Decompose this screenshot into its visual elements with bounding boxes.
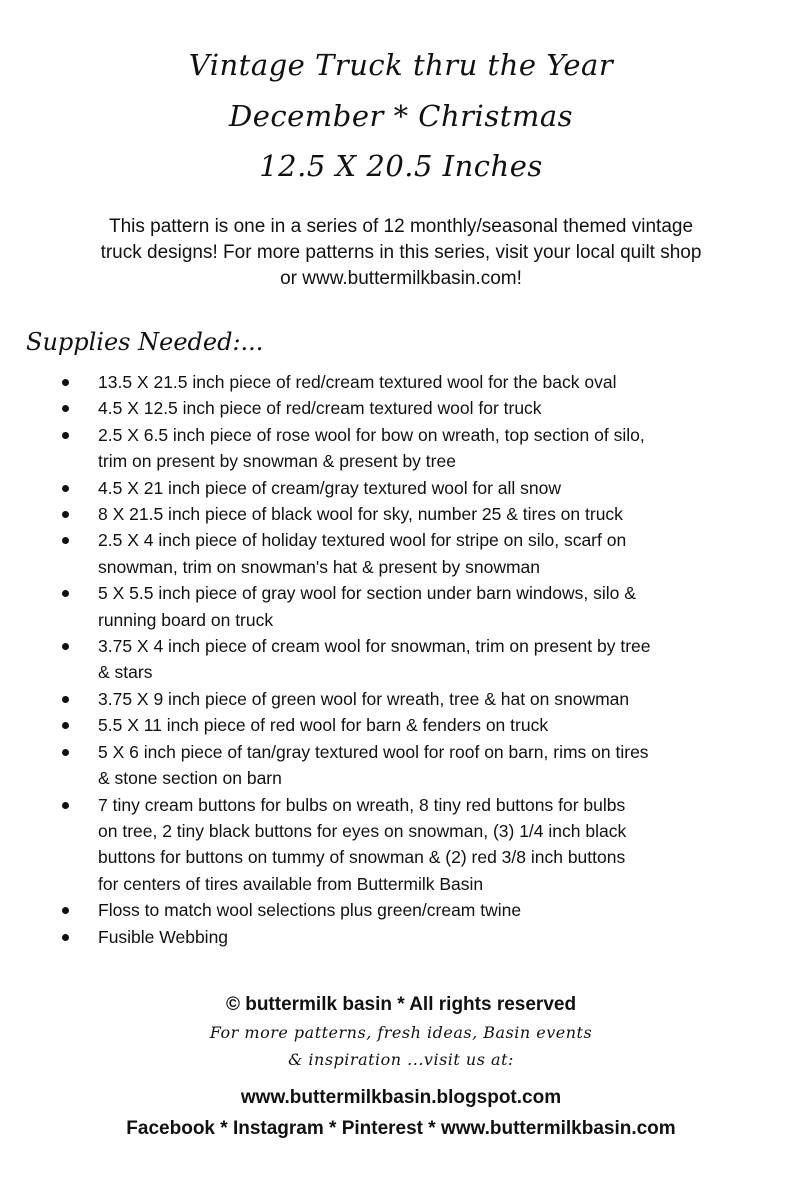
social-links: Facebook * Instagram * Pinterest * www.buttermilkbasin.com	[126, 1118, 676, 1139]
bullet-icon	[62, 485, 69, 492]
supply-item	[62, 712, 752, 738]
supply-item-text: 2.5 X 6.5 inch piece of rose wool for bow on wreath, top section of silo,	[98, 424, 645, 445]
bullet-icon	[62, 511, 69, 518]
bullet-icon	[62, 432, 69, 439]
supply-item-text: snowman, trim on snowman's hat & present by snowman	[98, 556, 541, 577]
supply-item-text: & stars	[98, 662, 153, 683]
blog-link: www.buttermilkbasin.blogspot.com	[240, 1087, 562, 1108]
bullet-icon	[62, 643, 69, 650]
supply-item	[62, 475, 752, 501]
footer-tagline: & inspiration ...visit us at:	[288, 1050, 514, 1069]
bullet-icon	[62, 907, 69, 914]
pattern-title: Vintage Truck thru the Year	[188, 48, 614, 82]
bullet-icon	[62, 405, 69, 412]
pattern-month-theme: December * Christmas	[228, 99, 574, 133]
intro-line: This pattern is one in a series of 12 monthly/seasonal themed vintage	[108, 216, 694, 237]
supply-item-text: 4.5 X 12.5 inch piece of red/cream textured wool for truck	[98, 398, 542, 419]
pattern-size: 12.5 X 20.5 Inches	[259, 149, 543, 183]
supply-item	[62, 422, 752, 475]
bullet-icon	[62, 749, 69, 756]
supply-item-text: for centers of tires available from Buttermilk Basin	[98, 873, 484, 894]
supply-item	[62, 369, 752, 395]
supply-item-text: 5 X 5.5 inch piece of gray wool for section under barn windows, silo &	[98, 583, 636, 604]
supply-item	[62, 686, 752, 712]
bullet-icon	[62, 590, 69, 597]
bullet-icon	[62, 934, 69, 941]
supply-item-text: 3.75 X 4 inch piece of cream wool for snowman, trim on present by tree	[98, 636, 651, 657]
supply-item-text: 5 X 6 inch piece of tan/gray textured wool for roof on barn, rims on tires	[98, 741, 649, 762]
supply-item-text: running board on truck	[98, 609, 274, 630]
supply-item-text: Floss to match wool selections plus green/cream twine	[98, 900, 522, 921]
supply-item	[62, 792, 752, 898]
supply-item-text: trim on present by snowman & present by tree	[98, 451, 456, 472]
supply-item-text: buttons for buttons on tummy of snowman & (2) red 3/8 inch buttons	[98, 847, 626, 868]
supply-item	[62, 580, 752, 633]
supply-item	[62, 897, 752, 923]
supply-item-text: Fusible Webbing	[98, 926, 229, 947]
supplies-heading: Supplies Needed:...	[26, 328, 264, 356]
supply-item-text: 4.5 X 21 inch piece of cream/gray textured wool for all snow	[98, 477, 562, 498]
bullet-icon	[62, 537, 69, 544]
copyright-notice: © buttermilk basin * All rights reserved	[225, 994, 577, 1015]
supply-item	[62, 739, 752, 792]
supply-item	[62, 527, 752, 580]
supply-item-text: 5.5 X 11 inch piece of red wool for barn & fenders on truck	[98, 715, 549, 736]
supply-item	[62, 633, 752, 686]
intro-paragraph	[20, 214, 782, 292]
supply-item-text: 2.5 X 4 inch piece of holiday textured wool for stripe on silo, scarf on	[98, 530, 627, 551]
bullet-icon	[62, 722, 69, 729]
supply-item-text: 13.5 X 21.5 inch piece of red/cream textured wool for the back oval	[98, 372, 617, 392]
bullet-icon	[62, 802, 69, 809]
supply-item-text: 7 tiny cream buttons for bulbs on wreath, 8 tiny red buttons for bulbs	[98, 794, 626, 815]
supply-item-text: on tree, 2 tiny black buttons for eyes on snowman, (3) 1/4 inch black	[98, 820, 627, 841]
intro-line: or www.buttermilkbasin.com!	[280, 268, 522, 289]
supply-item	[62, 395, 752, 421]
supply-item	[62, 501, 752, 527]
supply-item	[62, 924, 752, 950]
bullet-icon	[62, 696, 69, 703]
supply-item-text: 8 X 21.5 inch piece of black wool for sky, number 25 & tires on truck	[98, 504, 623, 525]
intro-line: truck designs! For more patterns in this series, visit your local quilt shop	[100, 242, 702, 263]
footer-tagline: For more patterns, fresh ideas, Basin events	[209, 1023, 593, 1042]
supply-item-text: & stone section on barn	[98, 768, 282, 789]
bullet-icon	[62, 379, 69, 386]
supply-item-text: 3.75 X 9 inch piece of green wool for wreath, tree & hat on snowman	[98, 688, 630, 709]
supplies-list	[62, 369, 752, 950]
